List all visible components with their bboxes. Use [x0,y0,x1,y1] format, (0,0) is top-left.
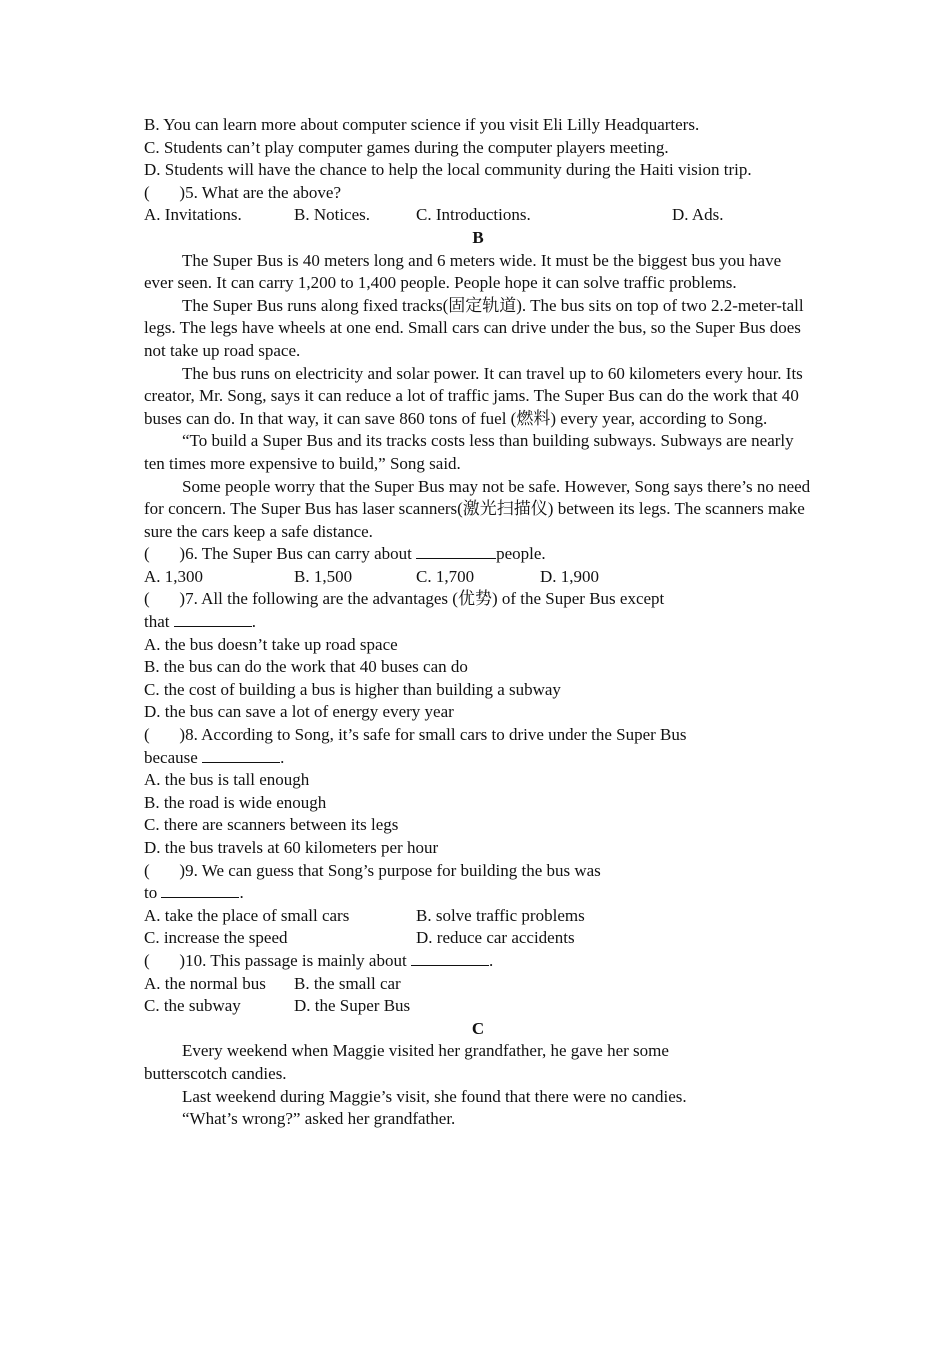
q9-options-row-1 [144,905,812,928]
q5-option-c: C. Introductions. [416,205,531,225]
q10-options-row-1 [144,973,812,996]
section-heading-b: B [472,227,484,247]
q10-option-c: C. the subway [144,996,241,1016]
q7-option-a: A. the bus doesn’t take up road space [144,634,398,654]
q6-option-d: D. 1,900 [540,566,600,586]
section-heading-c: C [471,1018,485,1038]
q8-option-b: B. the road is wide enough [144,792,327,812]
q10-option-b: B. the small car [294,973,401,993]
q7-stem-cont: that . [144,612,256,632]
q10-options-row-2 [144,995,812,1018]
answer-paren: ( ) [144,182,186,202]
q8-stem-cont: because . [144,747,285,767]
answer-paren: ( ) [144,589,186,609]
q8-option-d: D. the bus travels at 60 kilometers per hour [144,838,439,857]
q5-option-a: A. Invitations. [144,205,242,225]
q7-option-b: B. the bus can do the work that 40 buses can do [144,657,468,677]
q7-option-c: C. the cost of building a bus is higher than building a subway [144,679,561,699]
q6-option-b: B. 1,500 [294,566,353,586]
q10-option-d: D. the Super Bus [294,996,411,1016]
q9-option-c: C. increase the speed [144,928,288,948]
passage-c-paragraph-3: “What’s wrong?” asked her grandfather. [182,1109,456,1129]
q10-option-a: A. the normal bus [144,973,266,993]
q6-options [144,566,812,589]
answer-paren: ( ) [144,950,186,970]
q4-option-d: D. Students will have the chance to help the local community during the Haiti vision trip. [144,160,752,180]
q5-option-d: D. Ads. [672,205,724,225]
answer-blank[interactable] [174,611,252,627]
passage-b-paragraph-3: The bus runs on electricity and solar power. It can travel up to 60 kilometers every hour. Its creator, Mr. Song, says it can reduce a lot of traffic jams. The Super Bus can do the work that 40 buses can do. In that way, it can save 860 tons of fuel (燃料) every year, according to Song. [144,363,803,428]
q4-option-b: B. You can learn more about computer science if you visit Eli Lilly Headquarters. [144,115,700,134]
q9-stem-cont: to . [144,883,244,903]
passage-b-paragraph-2: The Super Bus runs along fixed tracks(固定轨道). The bus sits on top of two 2.2-meter-tall legs. The legs have wheels at one end. Small cars can drive under the bus, so the Super Bus does not take up road space. [144,295,804,360]
q9-option-a: A. take the place of small cars [144,905,350,925]
answer-blank[interactable] [202,747,280,763]
q9-option-d: D. reduce car accidents [416,928,575,948]
passage-b-paragraph-5: Some people worry that the Super Bus may not be safe. However, Song says there’s no need for concern. The Super Bus has laser scanners(激光扫描仪) between its legs. The scanners make sure the cars keep a safe distance. [144,476,811,541]
q6-stem: ( )6. The Super Bus can carry about people. [144,544,546,564]
passage-c-paragraph-1: Every weekend when Maggie visited her grandfather, he gave her some butterscotch candies. [144,1041,669,1083]
q5-stem: ( )5. What are the above? [144,182,341,202]
answer-blank[interactable] [411,950,489,966]
q8-option-c: C. there are scanners between its legs [144,815,399,835]
q4-option-c: C. Students can’t play computer games during the computer players meeting. [144,137,669,157]
q7-option-d: D. the bus can save a lot of energy every year [144,702,454,722]
exam-page [144,114,812,1131]
q9-options-row-2 [144,927,812,950]
answer-paren: ( ) [144,860,186,880]
q10-stem: ( )10. This passage is mainly about . [144,950,494,970]
q6-option-a: A. 1,300 [144,566,204,586]
q7-stem: ( )7. All the following are the advantages (优势) of the Super Bus except [144,589,665,609]
q5-option-b: B. Notices. [294,205,371,225]
answer-paren: ( ) [144,544,186,564]
q8-stem: ( )8. According to Song, it’s safe for small cars to drive under the Super Bus [144,725,687,745]
passage-b-paragraph-1: The Super Bus is 40 meters long and 6 meters wide. It must be the biggest bus you have ever seen. It can carry 1,200 to 1,400 people. People hope it can solve traffic problems. [144,250,782,293]
q9-option-b: B. solve traffic problems [416,905,585,925]
passage-b-paragraph-4: “To build a Super Bus and its tracks costs less than building subways. Subways are nearly ten times more expensive to build,” Song said. [144,431,794,473]
answer-blank[interactable] [416,543,496,559]
q9-stem: ( )9. We can guess that Song’s purpose for building the bus was [144,860,601,880]
answer-paren: ( ) [144,725,186,745]
q5-options [144,204,812,227]
q8-option-a: A. the bus is tall enough [144,770,310,790]
answer-blank[interactable] [161,882,239,898]
q6-option-c: C. 1,700 [416,566,475,586]
passage-c-paragraph-2: Last weekend during Maggie’s visit, she found that there were no candies. [182,1086,687,1106]
